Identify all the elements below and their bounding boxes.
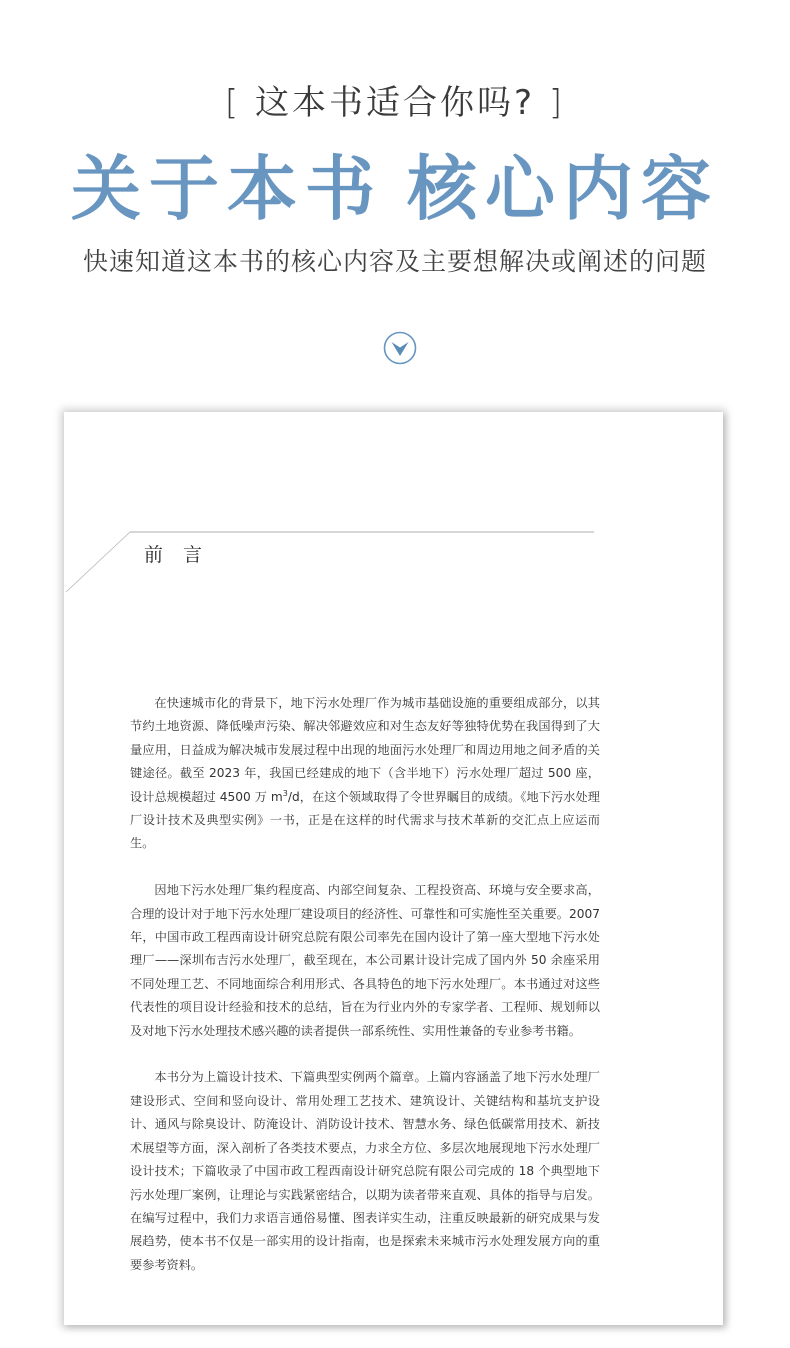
preface-paragraph-2: 因地下污水处理厂集约程度高、内部空间复杂、工程投资高、环境与安全要求高，合理的设计对于地下污水处理厂建设项目的经济性、可靠性和可实施性至关重要。2007 年，中国市政工程西南设计研究总院有限公司率先在国内设计了第一座大型地下污水处理厂——深圳布吉污水处理厂，截至现在，本公司累计设计完成了国内外 50 余座采用不同处理工艺、不同地面综合利用形式、各具特色的地下污水处理厂。本书通过对这些代表性的项目设计经验和技术的总结，旨在为行业内外的专家学者、工程师、规划师以及对地下污水处理技术感兴趣的读者提供一部系统性、实用性兼备的专业参考书籍。 [130, 883, 600, 1038]
preface-paragraph-3: 本书分为上篇设计技术、下篇典型实例两个篇章。上篇内容涵盖了地下污水处理厂建设形式、空间和竖向设计、常用处理工艺技术、建筑设计、关键结构和基坑支护设计、通风与除臭设计、防淹设计、消防设计技术、智慧水务、绿色低碳常用技术、新技术展望等方面，深入剖析了各类技术要点，力求全方位、多层次地展现地下污水处理厂设计技术；下篇收录了中国市政工程西南设计研究总院有限公司完成的 18 个典型地下污水处理厂案例，让理论与实践紧密结合，以期为读者带来直观、具体的指导与启发。在编写过程中，我们力求语言通俗易懂、图表详实生动，注重反映最新的研究成果与发展趋势，使本书不仅是一部实用的设计指南，也是探索未来城市污水处理发展方向的重要参考资料。 [130, 1070, 600, 1272]
kicker-close-bracket: ] [548, 83, 566, 123]
kicker-open-bracket: [ [224, 83, 242, 123]
page-subtitle: 快速知道这本书的核心内容及主要想解决或阐述的问题 [82, 247, 707, 276]
section-kicker [0, 80, 790, 126]
title-part-2: 核心内容 [407, 147, 719, 230]
chevron-down-circle-icon[interactable] [383, 331, 417, 365]
kicker-text: 这本书适合你吗? [254, 83, 536, 123]
page-title [0, 146, 790, 232]
preface-body [130, 692, 600, 1301]
book-page [64, 412, 723, 1325]
preface-paragraph-1: 在快速城市化的背景下，地下污水处理厂作为城市基础设施的重要组成部分，以其节约土地资源、降低噪声污染、解决邻避效应和对生态友好等独特优势在我国得到了大量应用，日益成为解决城市发展过程中出现的地面污水处理厂和周边用地之间矛盾的关键途径。截至 2023 年，我国已经建成的地下（含半地下）污水处理厂超过 500 座，设计总规模超过 4500 万 $m^3/d$，在这个领域取得了令世界瞩目的成绩。《地下污水处理厂设计技术及典型实例》一书，正是在这样的时代需求与技术革新的交汇点上应运而生。 [130, 696, 600, 851]
title-part-1: 关于本书 [71, 147, 383, 230]
preface-title: 前言 [144, 544, 223, 566]
